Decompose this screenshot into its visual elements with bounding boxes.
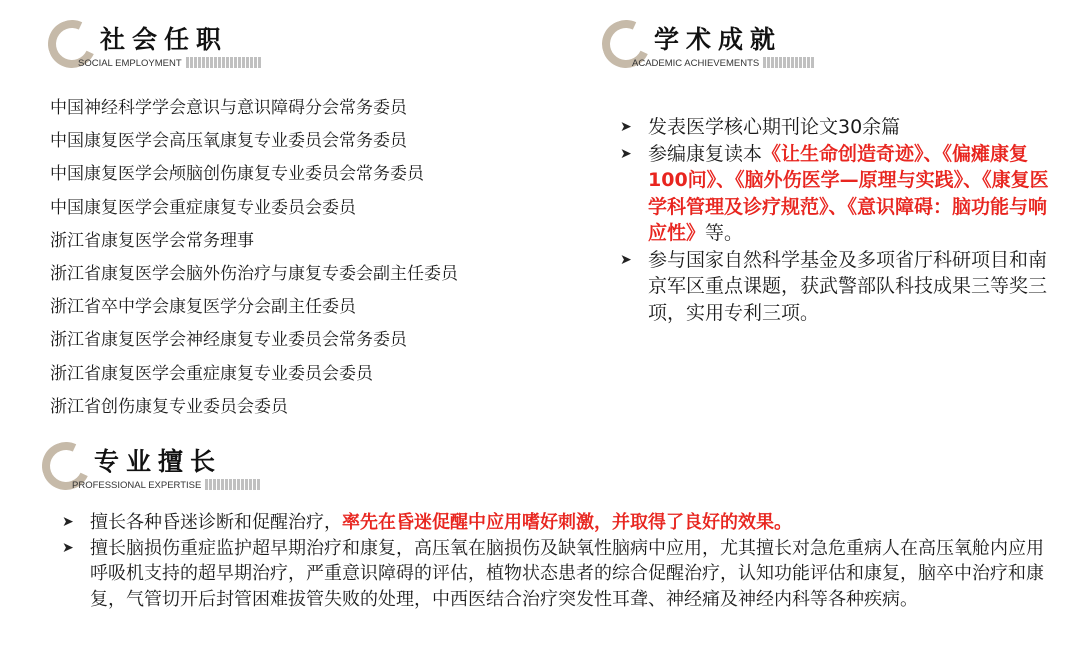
list-item (612, 247, 1052, 327)
list-item: 中国神经科学学会意识与意识障碍分会常务委员 (50, 98, 407, 118)
list-item: 中国康复医学会重症康复专业委员会委员 (50, 197, 356, 218)
position-list (50, 92, 458, 424)
arrow-right-icon: ➤ (620, 119, 632, 135)
book-titles: 《让生命创造奇迹》、《偏瘫康复100问》、《脑外伤医学—原理与实践》、《康复医学科管理及诊疗规范》、《意识障碍：脑功能与响应性》 (648, 142, 1049, 244)
achievement-list (612, 114, 1052, 326)
item-text: 发表医学核心期刊论文30余篇 (648, 116, 901, 138)
professional-expertise-section (42, 442, 1052, 610)
list-item: 浙江省康复医学会脑外伤治疗与康复专委会副主任委员 (50, 264, 458, 285)
decorative-bar (186, 57, 262, 68)
highlight-text: 率先在昏迷促醒中应用嗜好刺激，并取得了良好的效果。 (342, 512, 792, 533)
section-heading (48, 20, 568, 80)
section-subtitle (632, 58, 815, 69)
arrow-right-icon: ➤ (62, 514, 74, 530)
section-title: 学术成就 (654, 25, 783, 54)
subtitle-text: PROFESSIONAL EXPERTISE (72, 480, 202, 492)
list-item (54, 510, 1044, 536)
list-item (612, 141, 1052, 247)
item-text-suffix: 等。 (705, 222, 744, 244)
section-subtitle (78, 58, 262, 69)
list-item: 中国康复医学会高压氧康复专业委员会常务委员 (50, 131, 407, 152)
expertise-list (54, 510, 1044, 612)
subtitle-text: SOCIAL EMPLOYMENT (78, 58, 182, 70)
section-heading (602, 20, 1052, 80)
arrow-right-icon: ➤ (62, 539, 74, 556)
item-text: 参与国家自然科学基金及多项省厅科研项目和南京军区重点课题，获武警部队科技成果三等奖三项，实用专利三项。 (648, 248, 1048, 324)
list-item: 浙江省康复医学会常务理事 (50, 230, 254, 251)
decorative-bar (205, 479, 261, 490)
section-title: 社会任职 (100, 25, 229, 54)
item-text: 擅长脑损伤重症监护超早期治疗和康复，高压氧在脑损伤及缺氧性脑病中应用，尤其擅长对急危重病人在高压氧舱内应用呼吸机支持的超早期治疗，严重意识障碍的评估，植物状态患者的综合促醒治疗，认知功能评估和康复，脑卒中治疗和康复，气管切开后封管困难拔管失败的处理，中西医结合治疗突发性耳聋、神经痛及神经内科等各种疾病。 (90, 537, 1044, 610)
decorative-bar (763, 57, 815, 68)
arrow-right-icon: ➤ (620, 145, 632, 162)
subtitle-text: ACADEMIC ACHIEVEMENTS (632, 58, 760, 70)
arrow-right-icon: ➤ (620, 251, 632, 268)
list-item: 浙江省创伤康复专业委员会委员 (50, 396, 288, 417)
section-heading (42, 442, 1052, 502)
list-item: 浙江省康复医学会重症康复专业委员会委员 (50, 363, 373, 384)
list-item: 中国康复医学会颅脑创伤康复专业委员会常务委员 (50, 164, 424, 185)
academic-achievements-section (602, 20, 1052, 324)
social-employment-section (48, 20, 568, 417)
section-subtitle (72, 480, 261, 491)
list-item: 浙江省康复医学会神经康复专业委员会常务委员 (50, 330, 407, 351)
item-text-prefix: 参编康复读本 (648, 142, 763, 165)
list-item (612, 114, 1052, 141)
item-text: 擅长各种昏迷诊断和促醒治疗， (90, 512, 342, 533)
list-item: 浙江省卒中学会康复医学分会副主任委员 (50, 297, 356, 318)
list-item (54, 536, 1044, 613)
section-title: 专业擅长 (94, 447, 223, 476)
